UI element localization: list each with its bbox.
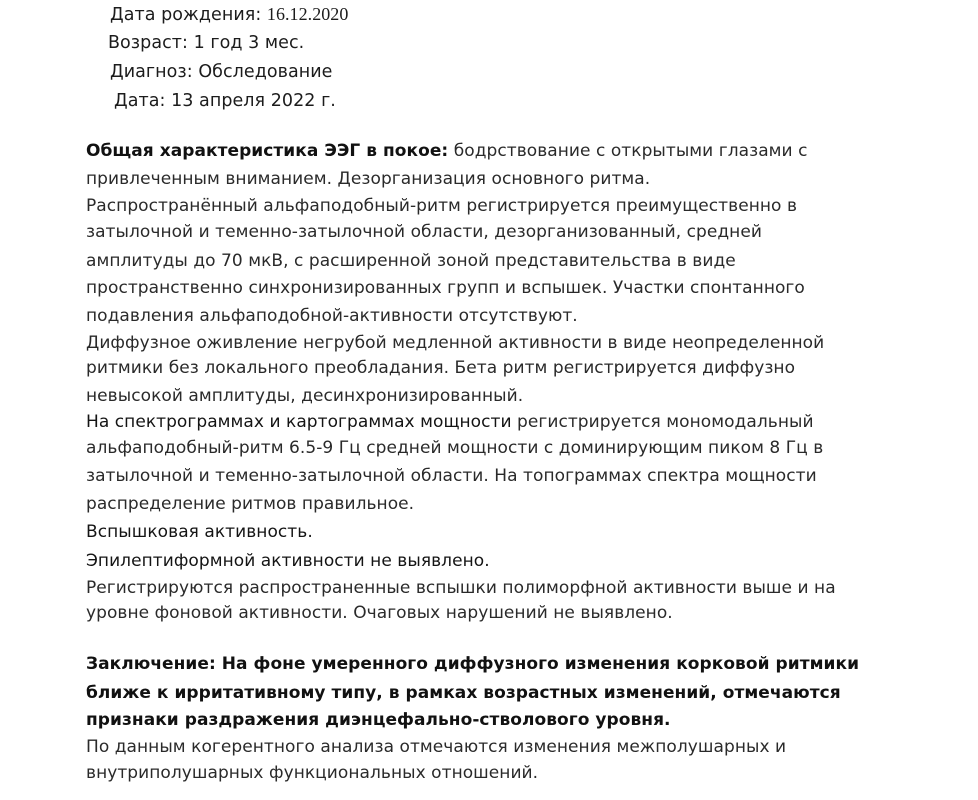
general-line-4: затылочной и теменно-затылочной области, дезорганизованный, средней: [86, 222, 762, 242]
general-line-5: амплитуды до 70 мкВ, с расширенной зоной представительства в виде: [86, 251, 736, 271]
general-line-2: привлеченным вниманием. Дезорганизация основного ритма.: [86, 169, 651, 189]
flash-line-2: уровне фоновой активности. Очаговых нарушений не выявлено.: [86, 603, 673, 623]
epileptiform-line: Эпилептиформной активности не выявлено.: [86, 551, 490, 571]
age-line: Возраст: 1 год 3 мес.: [108, 33, 305, 53]
spectral-line-3: затылочной и теменно-затылочной области. На топограммах спектра мощности: [86, 466, 817, 486]
general-line-8: Диффузное оживление негрубой медленной активности в виде неопределенной: [86, 333, 825, 353]
conclusion-line-5: внутриполушарных функциональных отношений.: [86, 763, 539, 783]
exam-date-line: Дата: 13 апреля 2022 г.: [114, 91, 336, 111]
birth-date-value: 16.12.2020: [266, 4, 349, 24]
spectral-line-2: альфаподобный-ритм 6.5-9 Гц средней мощности с доминирующим пиком 8 Гц в: [86, 438, 824, 458]
birth-date-label: Дата рождения:: [110, 5, 262, 25]
flash-line-1: Регистрируются распространенные вспышки полиморфной активности выше и на: [86, 578, 836, 598]
spectral-line-4: распределение ритмов правильное.: [86, 494, 415, 514]
general-heading: Общая характеристика ЭЭГ в покое:: [86, 141, 449, 161]
general-line-6: пространственно синхронизированных групп и вспышек. Участки спонтанного: [86, 278, 805, 298]
general-line-9: ритмики без локального преобладания. Бета ритм регистрируется диффузно: [86, 358, 796, 378]
spectral-line-1-text: регистрируется мономодальный: [511, 412, 814, 432]
spectral-line-1: [86, 411, 814, 433]
birth-date-line: [110, 3, 348, 26]
general-line-1-text: бодрствование с открытыми глазами с: [448, 141, 808, 161]
general-line-7: подавления альфаподобной-активности отсутствуют.: [86, 306, 578, 326]
spectral-heading: На спектрограммах и картограммах мощности: [86, 412, 512, 432]
conclusion-line-3: признаки раздражения диэнцефально-стволового уровня.: [86, 710, 671, 730]
general-line-1: [86, 140, 807, 162]
general-line-10: невысокой амплитуды, десинхронизированный.: [86, 386, 524, 406]
conclusion-line-2: ближе к ирритативному типу, в рамках возрастных изменений, отмечаются: [86, 683, 841, 703]
diagnosis-line: Диагноз: Обследование: [110, 62, 333, 82]
conclusion-line-4: По данным когерентного анализа отмечаются изменения межполушарных и: [86, 737, 787, 757]
flash-heading: Вспышковая активность.: [86, 522, 313, 542]
general-line-3: Распространённый альфаподобный-ритм регистрируется преимущественно в: [86, 196, 798, 216]
conclusion-line-1: Заключение: На фоне умеренного диффузного изменения корковой ритмики: [86, 654, 860, 674]
